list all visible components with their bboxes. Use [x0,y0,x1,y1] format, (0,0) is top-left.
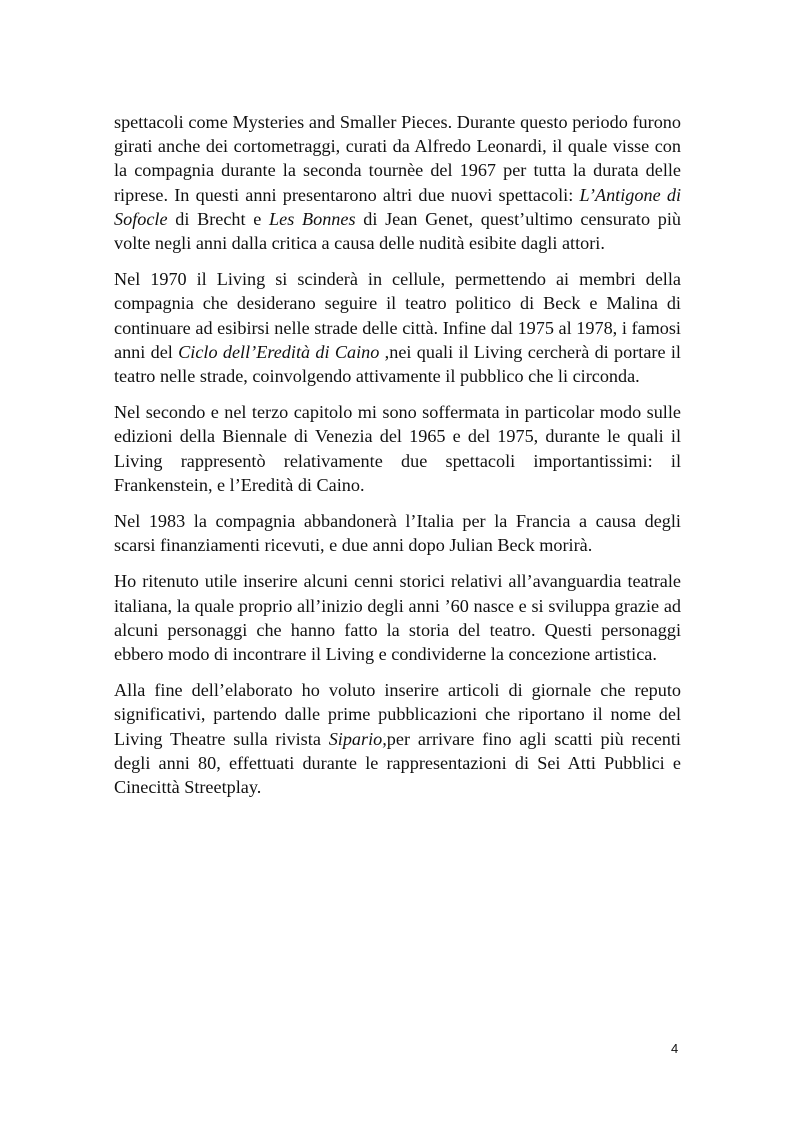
paragraph-intro-films [114,110,681,255]
work-title-antigone: L’Antigone di Sofocle [114,184,682,229]
text-segment: per arrivare fino agli scatti più recenti degli anni 80, effettuati durante le rappresentazioni di Sei Atti Pubblici e Cinecittà Streetplay. [114,728,681,798]
paragraph-1983 [114,509,681,557]
work-title-eredita-di-caino: Ciclo dell’Eredità di Caino [178,341,380,362]
publication-title-sipario: Sipario, [328,728,387,749]
text-segment: di Brecht e [167,208,270,229]
text-segment: Alla fine dell’elaborato ho voluto inserire articoli di giornale che reputo significativi, partendo dalle prime pubblicazioni che riportano il nome del Living Theatre sulla rivista [114,680,681,749]
text-segment: di Jean Genet, quest’ultimo censurato più volte negli anni dalla critica a causa delle nudità esibite dagli attori. [114,208,681,254]
text-segment: spettacoli come Mysteries and Smaller Pieces. Durante questo periodo furono girati anche dei cortometraggi, curati da Alfredo Leonardi, il quale visse con la compagnia durante la seconda tournèe del 1967 per tutta la durata delle riprese. In questi anni presentarono altri due nuovi spettacoli: [114,112,681,205]
paragraph-1970-cells [114,267,681,388]
text-segment: Nel 1983 la compagnia abbandonerà l’Italia per la Francia a causa degli scarsi finanziamenti ricevuti, e due anni dopo Julian Beck morirà. [114,511,681,556]
text-segment: Nel secondo e nel terzo capitolo mi sono soffermata in particolar modo sulle edizioni della Biennale di Venezia del 1965 e del 1975, durante le quali il Living rappresentò relativamente due spettacoli importantissimi: il Frankenstein, e l’Eredità di Caino. [114,402,681,495]
document-body [114,110,681,811]
text-segment: Nel 1970 il Living si scinderà in cellule, permettendo ai membri della compagnia che desiderano seguire il teatro politico di Beck e Malina di continuare ad esibirsi nelle strade delle città. Infine dal 1975 al 1978, i famosi anni del [114,269,681,362]
text-segment: ,nei quali il Living cercherà di portare il teatro nelle strade, coinvolgendo attivamente il pubblico che li circonda. [114,341,681,387]
paragraph-articoli [114,678,681,799]
page-number: 4 [671,1041,679,1056]
paragraph-biennale [114,400,681,497]
work-title-les-bonnes: Les Bonnes [269,208,356,229]
paragraph-avanguardia [114,569,681,666]
text-segment: Ho ritenuto utile inserire alcuni cenni storici relativi all’avanguardia teatrale italiana, la quale proprio all’inizio degli anni ’60 nasce e si sviluppa grazie ad alcuni personaggi che hanno fatto la storia del teatro. Questi personaggi ebbero modo di incontrare il Living e condividerne la concezione artistica. [114,571,681,665]
